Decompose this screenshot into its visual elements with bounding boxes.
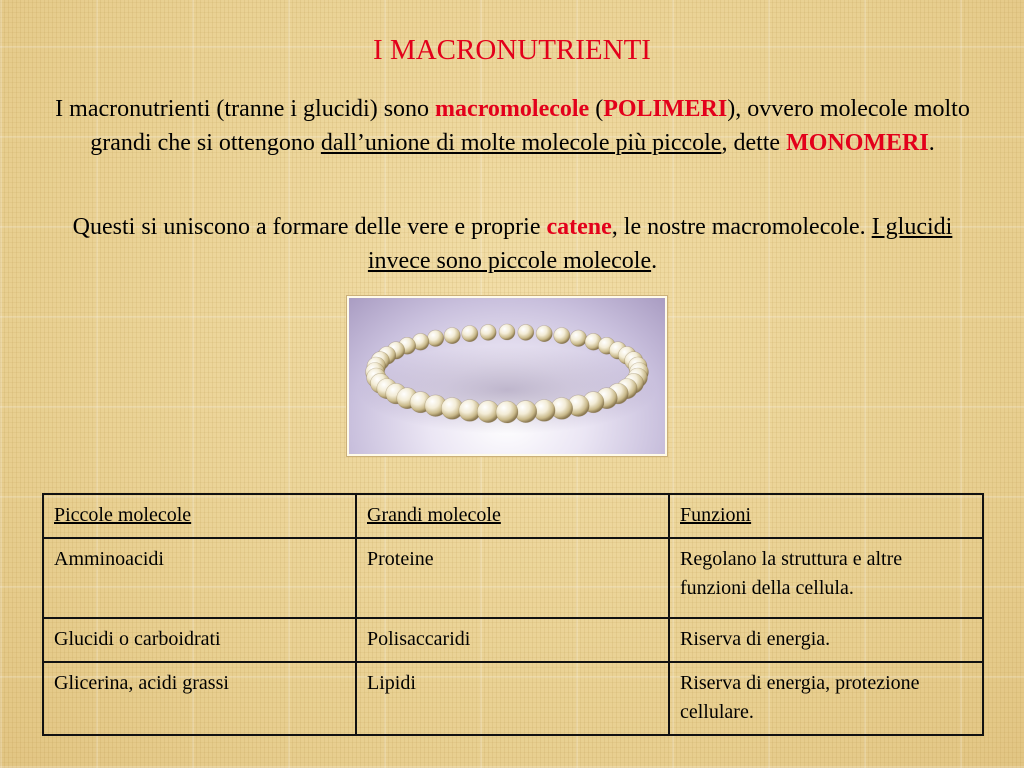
pearl bbox=[518, 324, 534, 340]
pearl bbox=[570, 330, 586, 346]
pearl bbox=[536, 326, 552, 342]
table-row bbox=[43, 618, 983, 662]
table-cell: Lipidi bbox=[356, 662, 669, 735]
table-row bbox=[43, 538, 983, 618]
text-span: I macronutrienti (tranne i glucidi) sono bbox=[55, 96, 436, 122]
table-header-row bbox=[43, 494, 983, 538]
text-span: . bbox=[651, 248, 658, 274]
table-cell: Amminoacidi bbox=[43, 538, 356, 618]
pearl bbox=[554, 328, 570, 344]
table-cell: Riserva di energia. bbox=[669, 618, 983, 662]
highlight-macromolecole: macromolecole bbox=[435, 96, 590, 122]
table-cell: Proteine bbox=[356, 538, 669, 618]
text-span: ), ovvero molecole molto grandi che si ottengono bbox=[90, 96, 970, 156]
table-cell: Regolano la struttura e altre funzioni della cellula. bbox=[669, 538, 983, 618]
text-span: Questi si uniscono a formare delle vere e proprie bbox=[72, 214, 547, 240]
chains-paragraph bbox=[55, 210, 970, 278]
pearl-necklace-illustration bbox=[349, 298, 665, 454]
pearl-necklace-image bbox=[347, 296, 667, 456]
highlight-monomeri: MONOMERI bbox=[786, 130, 929, 156]
text-span: ( bbox=[589, 96, 604, 122]
underlined-text: I glucidi invece sono piccole molecole bbox=[367, 214, 953, 274]
pearl bbox=[496, 401, 518, 423]
underlined-text: dall’unione di molte molecole più piccole bbox=[320, 130, 722, 156]
header-grandi-molecole: Grandi molecole bbox=[356, 494, 669, 538]
slide-title: I MACRONUTRIENTI bbox=[373, 34, 651, 66]
pearl bbox=[499, 324, 515, 340]
pearl bbox=[462, 326, 478, 342]
pearl bbox=[427, 330, 443, 346]
pearl bbox=[444, 328, 460, 344]
text-span: , le nostre macromolecole. bbox=[611, 214, 872, 240]
text-span: , dette bbox=[721, 130, 787, 156]
macronutrients-table bbox=[42, 493, 984, 736]
header-piccole-molecole: Piccole molecole bbox=[43, 494, 356, 538]
highlight-catene: catene bbox=[546, 214, 612, 240]
table-cell: Polisaccaridi bbox=[356, 618, 669, 662]
table-cell: Glicerina, acidi grassi bbox=[43, 662, 356, 735]
table-cell: Glucidi o carboidrati bbox=[43, 618, 356, 662]
text-span: . bbox=[928, 130, 935, 156]
intro-paragraph bbox=[55, 92, 970, 160]
table-cell: Riserva di energia, protezione cellulare. bbox=[669, 662, 983, 735]
pearl bbox=[480, 324, 496, 340]
header-funzioni: Funzioni bbox=[669, 494, 983, 538]
highlight-polimeri: POLIMERI bbox=[603, 96, 728, 122]
table-row bbox=[43, 662, 983, 735]
